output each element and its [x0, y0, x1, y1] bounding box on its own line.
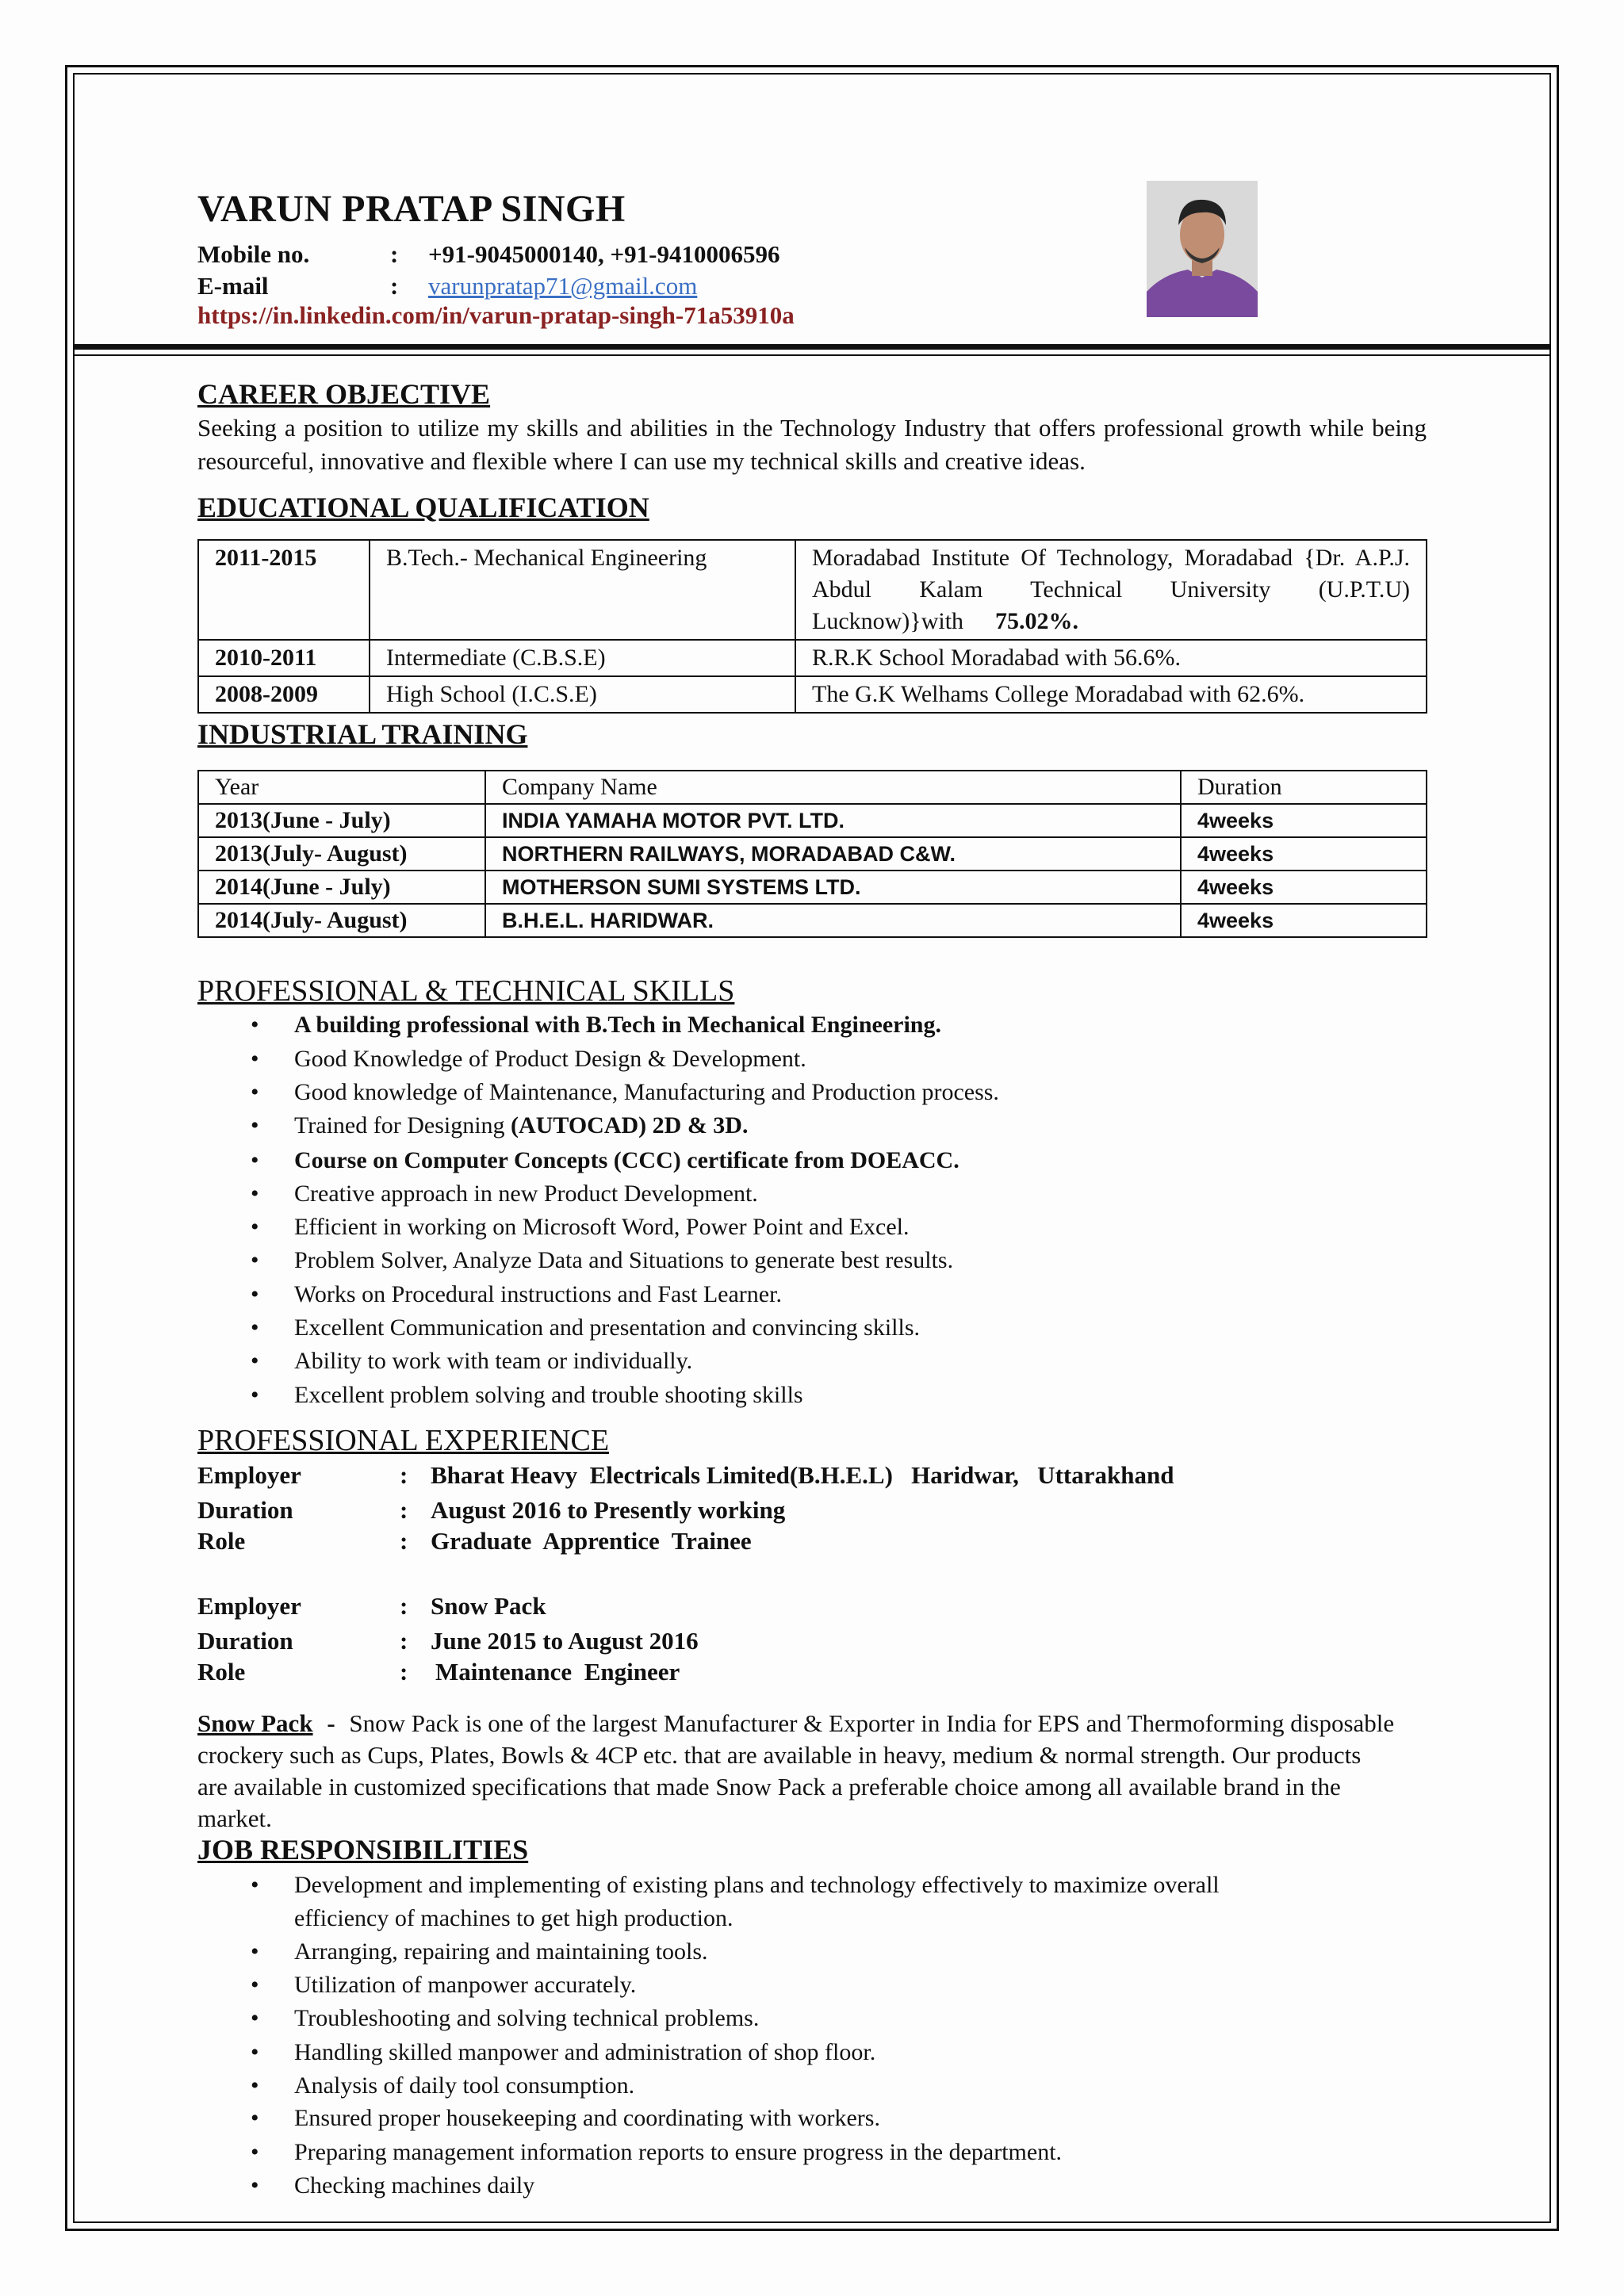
email-colon: :: [390, 272, 399, 300]
resp-text: Checking machines daily: [294, 2172, 535, 2198]
edu-score: 75.02%.: [995, 608, 1079, 634]
training-table: [197, 770, 1427, 938]
colon: :: [400, 1496, 408, 1524]
education-table: [197, 539, 1427, 714]
list-item-continuation: efficiency of machines to get high production.: [294, 1905, 733, 1931]
skill-text: Ability to work with team or individually.: [294, 1348, 693, 1374]
skill-text: Trained for Designing: [294, 1112, 505, 1138]
career-heading: CAREER OBJECTIVE: [197, 378, 491, 410]
training-duration: 4weeks: [1181, 904, 1427, 937]
table-row: [198, 904, 1427, 937]
career-text: Seeking a position to utilize my skills and abilities in the Technology Industry that offers professional growth while being resourceful, innovative and flexible where I can use my technical skills and creative ideas.: [197, 414, 1427, 475]
skill-text: Course on Computer Concepts (CCC) certificate from DOEACC.: [294, 1147, 959, 1173]
resp-text: Utilization of manpower accurately.: [294, 1972, 637, 1998]
email-link[interactable]: varunpratap71@gmail.com: [428, 272, 698, 300]
table-row: [198, 640, 1427, 676]
resp-text: Analysis of daily tool consumption.: [294, 2072, 635, 2099]
colon: :: [400, 1461, 408, 1489]
job1-employer: Bharat Heavy Electricals Limited(B.H.E.L) Haridwar, Uttarakhand: [431, 1461, 1174, 1489]
skill-text: Problem Solver, Analyze Data and Situations to generate best results.: [294, 1247, 954, 1273]
skill-text: Good knowledge of Maintenance, Manufacturing and Production process.: [294, 1079, 999, 1105]
skill-text: Excellent Communication and presentation and convincing skills.: [294, 1314, 920, 1341]
training-duration: 4weeks: [1181, 804, 1427, 837]
header-divider-thick: [73, 344, 1551, 350]
role-label: Role: [197, 1658, 246, 1686]
mobile-value: +91-9045000140, +91-9410006596: [428, 240, 780, 268]
training-year: 2014(July- August): [198, 904, 485, 937]
skill-text-bold: (AUTOCAD) 2D & 3D.: [511, 1112, 749, 1138]
edu-course: B.Tech.- Mechanical Engineering: [370, 540, 795, 640]
mobile-label: Mobile no.: [197, 240, 310, 268]
col-company: Company Name: [485, 771, 1181, 804]
training-company: B.H.E.L. HARIDWAR.: [485, 904, 1181, 937]
edu-year: 2011-2015: [198, 540, 370, 640]
colon: :: [400, 1627, 408, 1655]
edu-year: 2010-2011: [198, 640, 370, 676]
col-duration: Duration: [1181, 771, 1427, 804]
resp-text: Arranging, repairing and maintaining tools.: [294, 1938, 708, 1965]
company-desc: Snow Pack is one of the largest Manufacturer & Exporter in India for EPS and Thermoforming disposable crockery such as Cups, Plates, Bowls & 4CP etc. that are available in heavy, medium & normal strength. Our products are available in customized specifications that made Snow Pack a preferable choice among all available brand in the market.: [197, 1709, 1395, 1832]
company-name: Snow Pack: [197, 1709, 313, 1737]
skill-text: Efficient in working on Microsoft Word, Power Point and Excel.: [294, 1214, 910, 1240]
training-duration: 4weeks: [1181, 871, 1427, 904]
resp-text: Development and implementing of existing plans and technology effectively to maximize overall: [294, 1872, 1220, 1898]
skill-text: Excellent problem solving and trouble shooting skills: [294, 1382, 803, 1408]
skill-text: Good Knowledge of Product Design & Development.: [294, 1046, 806, 1072]
job2-employer: Snow Pack: [431, 1592, 546, 1620]
resp-text: Troubleshooting and solving technical problems.: [294, 2005, 760, 2031]
profile-photo: [1147, 181, 1258, 317]
table-row: [198, 871, 1427, 904]
responsibilities-heading: JOB RESPONSIBILITIES: [197, 1834, 529, 1866]
training-heading: INDUSTRIAL TRAINING: [197, 718, 528, 750]
edu-year: 2008-2009: [198, 676, 370, 713]
education-heading: EDUCATIONAL QUALIFICATION: [197, 492, 649, 523]
training-company: INDIA YAMAHA MOTOR PVT. LTD.: [485, 804, 1181, 837]
duration-label: Duration: [197, 1627, 293, 1655]
skill-text: Works on Procedural instructions and Fast Learner.: [294, 1281, 782, 1307]
employer-label: Employer: [197, 1461, 301, 1489]
edu-course: High School (I.C.S.E): [370, 676, 795, 713]
colon: :: [400, 1592, 408, 1620]
edu-institute-cell: [795, 540, 1427, 640]
experience-heading: PROFESSIONAL EXPERIENCE: [197, 1424, 610, 1457]
table-row: [198, 837, 1427, 871]
mobile-colon: :: [390, 240, 399, 268]
skills-heading: PROFESSIONAL & TECHNICAL SKILLS: [197, 974, 735, 1008]
col-year: Year: [198, 771, 485, 804]
training-duration: 4weeks: [1181, 837, 1427, 871]
resp-text: Handling skilled manpower and administration of shop floor.: [294, 2039, 876, 2065]
job2-duration: June 2015 to August 2016: [431, 1627, 699, 1655]
training-year: 2013(July- August): [198, 837, 485, 871]
job1-duration: August 2016 to Presently working: [431, 1496, 786, 1524]
table-row: [198, 676, 1427, 713]
candidate-name: VARUN PRATAP SINGH: [197, 188, 626, 230]
job1-role: Graduate Apprentice Trainee: [431, 1527, 752, 1555]
training-year: 2014(June - July): [198, 871, 485, 904]
edu-institute: Moradabad Institute Of Technology, Moradabad {Dr. A.P.J. Abdul Kalam Technical University (U.P.T.U) Lucknow)}with: [812, 545, 1410, 634]
header-divider-thin: [73, 354, 1551, 356]
email-label: E-mail: [197, 272, 269, 300]
skill-text: A building professional with B.Tech in Mechanical Engineering.: [294, 1012, 941, 1038]
table-header-row: [198, 771, 1427, 804]
edu-institute: The G.K Welhams College Moradabad with 62.6%.: [795, 676, 1427, 713]
colon: :: [400, 1527, 408, 1555]
training-company: NORTHERN RAILWAYS, MORADABAD C&W.: [485, 837, 1181, 871]
duration-label: Duration: [197, 1496, 293, 1524]
edu-institute: R.R.K School Moradabad with 56.6%.: [795, 640, 1427, 676]
role-label: Role: [197, 1527, 246, 1555]
skill-text: Creative approach in new Product Development.: [294, 1181, 758, 1207]
table-row: [198, 804, 1427, 837]
edu-course: Intermediate (C.B.S.E): [370, 640, 795, 676]
linkedin-url[interactable]: https://in.linkedin.com/in/varun-pratap-singh-71a53910a: [197, 301, 795, 329]
job2-role: Maintenance Engineer: [435, 1658, 680, 1686]
training-year: 2013(June - July): [198, 804, 485, 837]
table-row: [198, 540, 1427, 640]
employer-label: Employer: [197, 1592, 301, 1620]
company-sep: -: [327, 1709, 335, 1737]
training-company: MOTHERSON SUMI SYSTEMS LTD.: [485, 871, 1181, 904]
colon: :: [400, 1658, 408, 1686]
company-description: [197, 1708, 1395, 1835]
resp-text: Ensured proper housekeeping and coordinating with workers.: [294, 2105, 880, 2131]
resp-text: Preparing management information reports to ensure progress in the department.: [294, 2139, 1063, 2165]
